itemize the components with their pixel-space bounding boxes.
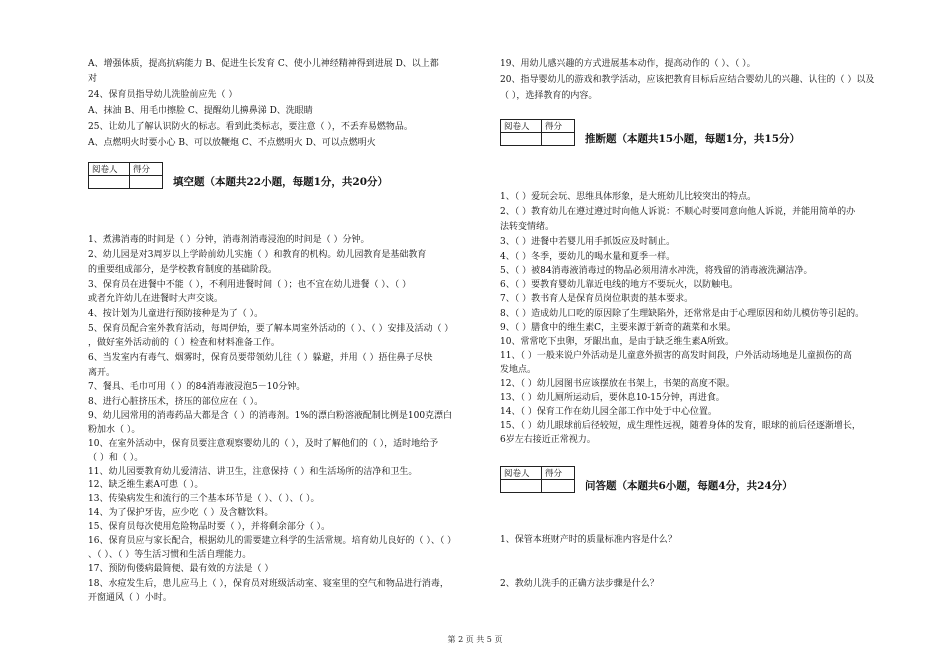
- fill-question-line: 9、幼儿园常用的消毒药品大都是含（ ）的消毒剂。1%的漂白粉溶液配制比例是100克漂白: [88, 411, 453, 421]
- section-title: 填空题（本题共22小题，每题1分，共20分）: [173, 176, 389, 188]
- page-footer: 第 2 页 共 5 页: [447, 635, 503, 644]
- judgement-question-line: 6岁左右接近正常视力。: [500, 435, 596, 445]
- question-line: 24、保育员指导幼儿洗脸前应先（ ）: [88, 90, 238, 100]
- fill-question-line: 12、缺乏维生素A可患（ ）。: [88, 480, 204, 490]
- judgement-question-line: 12、（ ）幼儿园图书应该摆放在书架上，书架的高度不限。: [500, 379, 735, 389]
- fill-question-line: 6、当发室内有毒气、烟雾时，保育员要带领幼儿往（ ）躲避，并用（ ）捂住鼻子尽快: [88, 353, 433, 363]
- judgement-question-line: 9、（ ）膳食中的维生素C，主要来源于新奇的蔬菜和水果。: [500, 323, 736, 333]
- fill-question-line: 粉加水（ ）。: [88, 425, 141, 435]
- qa-section-header: [500, 466, 793, 493]
- judgement-question-line: 10、常常吃下虫卵，牙龈出血，是由于缺乏维生素A所致。: [500, 337, 734, 347]
- fill-question-line: 4、按计划为儿童进行预防接种是为了（ ）。: [88, 309, 264, 319]
- score-cell: [542, 480, 575, 493]
- judgement-question-line: 2、（ ）教育幼儿在遵过遵过时向他人诉说：不顺心时要同意向他人诉说，并能用简单的办: [500, 207, 856, 217]
- fill-question-line: ，做好室外活动前的（ ）检查和材料准备工作。: [88, 338, 280, 348]
- judgement-question-line: 3、（ ）进餐中若婴儿用手抓饭应及时制止。: [500, 237, 676, 247]
- judgement-question-line: 4、（ ）冬季，要幼儿的喝水量和夏季一样。: [500, 252, 676, 262]
- judgement-question-line: 11、（ ）一般来说户外活动是儿童意外损害的高发时间段，户外活动场地是儿童损伤的高: [500, 351, 852, 361]
- fill-question-line: 7、餐具、毛巾可用（ ）的84消毒液浸泡5－10分钟。: [88, 382, 306, 392]
- question-line: 19、用幼儿感兴趣的方式进展基本动作，提高动作的（ ）、（ ）。: [500, 59, 756, 69]
- judgement-question-line: 15、（ ）幼儿眼球前后径较短，成生理性远视，随着身体的发育，眼球的前后径逐渐增长，: [500, 421, 861, 431]
- judgement-question-line: 5、（ ）被84消毒液消毒过的物品必须用清水冲洗，将残留的消毒液洗涮洁净。: [500, 266, 813, 276]
- judgement-question-line: 7、（ ）教书育人是保育员岗位职责的基本要求。: [500, 294, 694, 304]
- question-line: 20、指导婴幼儿的游戏和教学活动，应该把教育目标后应结合婴幼儿的兴趣、认往的（ ）以及: [500, 75, 875, 85]
- fill-question-line: 离开。: [88, 368, 116, 378]
- fill-question-line: 11、幼儿园要教育幼儿爱清洁、讲卫生，注意保持（ ）和生活场所的洁净和卫生。: [88, 467, 418, 477]
- fill-question-line: 16、保育员应与家长配合，根据幼儿的需要建立科学的生活常规。培育幼儿良好的（ ）、（ ）: [88, 536, 457, 546]
- grader-label: 阅卷人: [501, 467, 542, 480]
- question-line: 25、让幼儿了解认识防火的标志。看到此类标志，要注意（ ），不丢弃易燃物品。: [88, 122, 413, 132]
- fill-question-line: 18、水痘发生后，患儿应马上（ ），保育员对班级活动室、寝室里的空气和物品进行消毒，: [88, 579, 449, 589]
- fill-in-section-header: [88, 162, 388, 189]
- judgement-question-line: 13、（ ）幼儿厕所运动后，要休息10-15分钟，再进食。: [500, 393, 725, 403]
- question-line: 对: [88, 74, 98, 84]
- judgement-question-line: 6、（ ）要教育婴幼儿靠近电线的地方不要玩火，以防触电。: [500, 280, 739, 290]
- score-cell: [542, 133, 575, 146]
- grader-label: 阅卷人: [89, 163, 130, 176]
- fill-question-line: 、（ ）、（ ）等生活习惯和生活自理能力。: [88, 550, 252, 560]
- fill-question-line: （ ）和（ ）。: [88, 453, 144, 463]
- fill-question-line: 开窗通风（ ）小时。: [88, 593, 172, 603]
- grader-cell: [501, 133, 542, 146]
- grader-cell: [501, 480, 542, 493]
- fill-question-line: 13、传染病发生和流行的三个基本环节是（ ）、（ ）、（ ）。: [88, 494, 320, 504]
- fill-question-line: 5、保育员配合室外教育活动，每周伊始，要了解本周室外活动的（ ）、（ ）安排及活动（ ）: [88, 324, 454, 334]
- score-label: 得分: [542, 120, 575, 133]
- qa-question-line: 1、保管本班财产时的质量标准内容是什么？: [500, 535, 677, 545]
- score-label: 得分: [542, 467, 575, 480]
- fill-question-line: 或者允许幼儿在进餐时大声交谈。: [88, 294, 224, 304]
- fill-question-line: 14、为了保护牙齿，应少吃（ ）及含糖饮料。: [88, 508, 274, 518]
- question-line: （ ），选择教育的内容。: [500, 91, 598, 101]
- fill-question-line: 8、进行心脏挤压术，挤压的部位应在（ ）。: [88, 397, 264, 407]
- qa-question-line: 2、教幼儿洗手的正确方法步骤是什么？: [500, 579, 659, 589]
- fill-question-line: 10、在室外活动中，保育员要注意观察婴幼儿的（ ），及时了解他们的（ ），适时地给予: [88, 439, 439, 449]
- fill-question-line: 的重要组成部分，是学校教育制度的基础阶段。: [88, 265, 278, 275]
- question-line: A、点燃明火时要小心 B、可以放鞭炮 C、不点燃明火 D、可以点燃明火: [88, 138, 376, 148]
- score-label: 得分: [130, 163, 163, 176]
- judgement-question-line: 法转变情绪。: [500, 222, 555, 232]
- judgement-section-header: [500, 119, 800, 146]
- score-cell: [130, 176, 163, 189]
- fill-question-line: 17、预防佝偻病最简便、最有效的方法是（ ）: [88, 564, 274, 574]
- judgement-question-line: 8、（ ）造成幼儿口吃的原因除了生理缺陷外，还常常是由于心理原因和幼儿模仿等引起的。: [500, 309, 865, 319]
- section-title: 问答题（本题共6小题，每题4分，共24分）: [585, 480, 793, 492]
- judgement-question-line: 1、（ ）爱玩会玩、思维具体形象，是大班幼儿比较突出的特点。: [500, 192, 757, 202]
- score-box: [500, 466, 575, 493]
- question-line: A、增强体质，提高抗病能力 B、促进生长发育 C、使小儿神经精神得到进展 D、以上都: [88, 59, 439, 69]
- fill-question-line: 3、保育员在进餐中不能（ ），不利用进餐时间（ ）；也不宜在幼儿进餐（ ）、（ ）: [88, 280, 412, 290]
- score-box: [500, 119, 575, 146]
- score-box: [88, 162, 163, 189]
- judgement-question-line: 发地点。: [500, 365, 537, 375]
- grader-cell: [89, 176, 130, 189]
- fill-question-line: 1、煮沸消毒的时间是（ ）分钟，消毒剂消毒浸泡的时间是（ ）分钟。: [88, 235, 370, 245]
- judgement-question-line: 14、（ ）保育工作在幼儿园全部工作中处于中心位置。: [500, 407, 717, 417]
- section-title: 推断题（本题共15小题，每题1分，共15分）: [585, 133, 801, 145]
- question-line: A、抹油 B、用毛巾擦脸 C、提醒幼儿擤鼻涕 D、洗眼睛: [88, 106, 313, 116]
- fill-question-line: 2、幼儿园是对3周岁以上学龄前幼儿实施（ ）和教育的机构。幼儿园教育是基础教育: [88, 250, 427, 260]
- grader-label: 阅卷人: [501, 120, 542, 133]
- fill-question-line: 15、保育员每次使用危险物品时要（ ），并将剩余部分（ ）。: [88, 522, 331, 532]
